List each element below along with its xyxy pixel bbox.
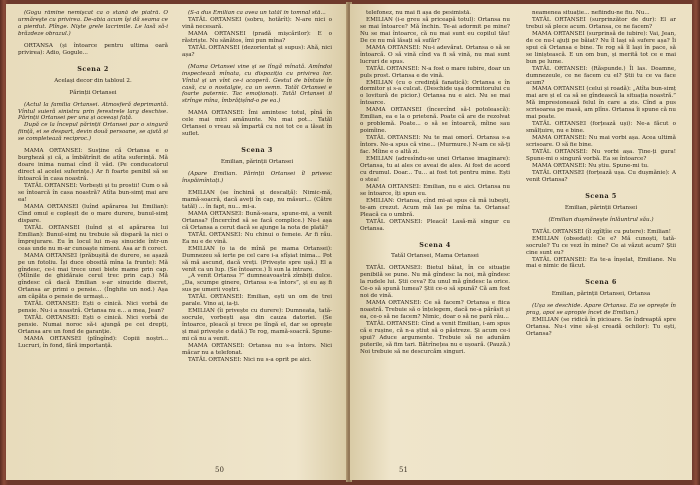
text-paragraph: Emilian, părinții Ortansei, Ortansa xyxy=(551,291,651,298)
text-paragraph: MAMA ORTANSEI (surprinsă de iubire): Vai, Jean, de ce nu-l ajuți pe băiat? Nu îl lași să sufere așa? Îi spui că Ortansa e bine. Te rog să îl lași în pace, să se liniștească. E un om bun, și merită tot ce e mai bun pe lume. xyxy=(526,30,676,65)
scene-heading: Scena 3 xyxy=(241,146,273,155)
text-paragraph: EMILIAN (i-e greu să priceapă totul): Ortansa nu se mai întoarce? Mă închin. Te-ai adormit pe mine? Nu se mai întoarce, că nu mai sunt eu copilul tău! De ce nu mă lăsați să sufăr? xyxy=(360,16,510,44)
text-paragraph: EMILIAN (se închină și descalță): Nimic-mă, mamă-soacră, dacă aveți în cap, nu măsuri... (Către tatăl) ... în fapt, nu... mi-a. xyxy=(182,190,332,210)
text-paragraph: Părinții Ortansei xyxy=(69,89,117,96)
text-paragraph: TATĂL ORTANSEI: Nu te mai omorî. Ortansa s-a întors. Ne-a spus că vine... (Murmure.) N-am ce să-ți fac. Mîine e o altă zi. xyxy=(360,135,510,156)
text-paragraph: (Actul la familia Ortansei. Atmosferă deprimantă. Vîntul suieră sinistru prin ferestrele larg deschise. Părinții Ortansei per una și aceeași față. xyxy=(18,101,168,122)
text-paragraph: (Emilian dușmănește înlăuntrul său.) xyxy=(548,216,654,223)
text-paragraph: TATĂL ORTANSEI: Nu vorbi așa. Ține-ți gura! Spune-mi o singură vorbă. Ea se întoarce? xyxy=(526,149,676,163)
text-paragraph: MAMA ORTANSEI: Nu mai vorbi așa. Acea ultimă scrisoare. O să fie bine. xyxy=(526,135,676,149)
text-paragraph: MAMA ORTANSEI (celui și roadă): „Atîta bun-simț mai are și el ca să se gîndească la situația noastră.” Mă impresionează felul în care a zis. Cînd a pus scrisoarea pe masă, am plîns. Ortansa îi spune că nu mai poate. xyxy=(526,86,676,121)
text-paragraph: TATĂL ORTANSEI: Nu chinui o femeie. Ar fi rău. Ea nu e de vină. xyxy=(182,231,332,245)
text-paragraph: MAMA ORTANSEI: Îmi amintesc totul, pînă în cele mai mici amănunte. Nu mai pot... Tatăl Ortansei o vreau să împartă cu noi tot ce a lăsat în suflet. xyxy=(182,110,332,138)
text-paragraph: MAMA ORTANSEI: Susține că Ortansa e o burgheză și că, a îmbătrînit de atîta suferință. Mă doare inima numai cînd îl văd. (Pe conducatorul direct al acelei suferințe.) Ar fi foarte penibil să se întoarcă în casa noastră. xyxy=(18,148,168,183)
text-paragraph: MAMA ORTANSEI (pradă mișcărilor): E o răstriște. Nu sănătos, îmi pun mîna? xyxy=(182,30,332,44)
text-paragraph: ORTANSA (și întoarce pentru ultima oară privirea): Adio, Gogule... xyxy=(18,42,168,56)
text-paragraph: (Mama Ortansei vine și se lîngă mînată. Amîndoi inspectează mînata, cu dispoziția cu privirea lor. Vîntul și un vînt ce-i acoperă. Gestul de bîntuie în casă, cu o nostalgie, ca un semn. Tatăl Ortansei e foarte paternic. Tac emoționați. Tatăl Ortansei il strînge mîna, îmbrățișînd-o pe ea.) xyxy=(182,63,332,105)
text-paragraph: TATĂL ORTANSEI: Nici nu s-a oprit pe aici. xyxy=(188,356,312,363)
left-page-column-1 xyxy=(18,10,168,462)
text-paragraph: MAMA ORTANSEI: Ortansa nu s-a întors. Nici măcar nu a telefonat. xyxy=(182,342,332,356)
right-page-column-2 xyxy=(526,10,676,462)
text-paragraph: Tatăl Ortansei, Mama Ortansei xyxy=(391,253,479,260)
text-paragraph: TATĂL ORTANSEI: N-a fost o mare iubire, doar un puls prost. Ortansa e de vină. xyxy=(360,65,510,79)
text-paragraph: EMILIAN (obsedat): Ce e? Mă cunoști, tată-socrule? Tu ce vezi în mine? Ce ai văzut acum? Știi cine sunt eu? xyxy=(526,235,676,256)
right-page xyxy=(350,4,692,480)
text-paragraph: TATĂL ORTANSEI: Pleacă! Lasă-mă singur cu Ortansa. xyxy=(360,218,510,232)
text-paragraph: MAMA ORTANSEI (încercînd să-l potolească): Emilian, ea e la o prietenă. Poate că are de rezolvat o problemă. Poate... o să se întoarcă, mîine sau poimîine. xyxy=(360,107,510,135)
right-page-column-1 xyxy=(360,10,510,462)
text-paragraph: TATĂL ORTANSEI: Bietul băiat, în ce situație penibilă se pune. Nu mă gîndesc la noi, mă gîndesc la rudele lui. Știi ceva? Eu unul mă gîndesc la orice. Ce-o să spună lumea? Știi ce-o să spună? Că am fost noi de vină. xyxy=(360,265,510,300)
text-paragraph: TATĂL ORTANSEI (luînd și el apărarea lui Emilian): Bunul-simț nu trebuie să dispară la nici o împrejurare. Eu în locul lui m-aș sinucide într-un ceas unde nu m-ar cunoaște nimeni. Asa ar fi corect. xyxy=(18,224,168,252)
text-paragraph: TATĂL ORTANSEI (forțează uși): Ne-a făcut o smălțuire, nu e bine. xyxy=(526,121,676,135)
text-paragraph: MAMA ORTANSEI (prăbușită de durere, se așază pe un fotoliu. Își duce obosită mîna la frunte): Mă gîndesc, ce-i mai trece unei biete mame prin cap. (Mîinile de ghidăraie cerul trec prin cap.) Mă gîndesc că dacă Emilian s-ar sinucide discret, Ortansa ar primi o pensie... (Înghite un nod.) Așa am căpăta o pensie de urmași... xyxy=(18,252,168,301)
text-paragraph: TATĂL ORTANSEI (surprinzător de dur): El ar trebui să plece acum. Ortansa, ce ne facem? xyxy=(526,16,676,30)
text-paragraph: EMILIAN (se ridică în picioare. Se îndreaptă spre Ortansa. Nu-i vine să-și creadă ochilor): Tu ești, Ortansa? xyxy=(526,317,676,338)
text-paragraph: EMILIAN (adresîndu-se unei Ortanse imaginare): Ortansa, tu ai ales ce aveai de ales. Ai fost de acord cu drumul. Doar... Tu... ai fost tot pentru mine. Ești o stea! xyxy=(360,156,510,183)
text-paragraph: (Gogu rămîne nemişcat ca o stană de piatră. O urmăreşte cu privirea. De-abia acum îşi dă seama ce a pierdut. Plînge. Nişte grele lacrimile. Le lasă să-i brăzdeze obrazul.) xyxy=(18,10,168,37)
text-paragraph: (Ușa se deschide. Apare Ortansa. Ea se oprește în prag, apoi se apropie încet de Emilian.) xyxy=(526,303,676,317)
left-page-column-2 xyxy=(182,10,332,462)
text-paragraph: MAMA ORTANSEI: Emilian, nu e aici. Ortansa nu se întoarce, îți spun eu. xyxy=(360,183,510,197)
text-paragraph: MAMA ORTANSEI: Nu știu. Spune-mi tu. xyxy=(532,162,649,169)
text-paragraph: MAMA ORTANSEI: Ce să facem? Ortansa e fiica noastră. Trebuie să o înțelegem, dacă ne-a părăsit și ea, ce-o să ne facem? Nimic, doar o să ne pară rău... xyxy=(360,300,510,321)
text-paragraph: TATĂL ORTANSEI: (Răspunde.) Îl las. Doamne, dumnezeule, ce ne facem cu el? Știi tu ce va face acum? xyxy=(526,65,676,86)
text-paragraph: EMILIAN: Ortansa, cînd mi-ai spus că mă iubești, te-am crezut. Acum mă las pe mîna ta. Ortansa! Pleacă ca o umbră. xyxy=(360,197,510,218)
scene-heading: Scena 5 xyxy=(585,191,617,200)
text-paragraph: „A venit Ortansa ?” dumneavoastră zîmbiți dulce. „Da, scumpe ginere, Ortansa s-a întors”, și eu aș fi sus pe umerii voștri. xyxy=(182,273,332,294)
page-number-left: 50 xyxy=(215,466,224,474)
text-paragraph: TATĂL ORTANSEI: Cînd a venit Emilian, i-am spus că e rușine, că n-a știut să o păstreze. Și acum ce-i spui? Aduce argumente. Trebuie să ne adunăm puterile, să fim tari. Bătrînețea nu e ușoară. (Pauză.) Noi trebuie să ne descurcăm singuri. xyxy=(360,321,510,355)
text-paragraph: Același decor din tabloul 2. xyxy=(54,77,132,84)
text-paragraph: TATĂL ORTANSEI (dezorientat și supus): Ahă, nici așa? xyxy=(182,44,332,58)
text-paragraph: (Apare Emilian. Părinții Ortansei îl privesc înspăimîntați.) xyxy=(182,171,332,185)
text-paragraph: Emilian, părinții Ortansei xyxy=(564,204,638,211)
text-paragraph: MAMA ORTANSEI (luînd apărarea lui Emilian): Cînd omul e copleșit de o mare durere, bunul-simț dispare. xyxy=(18,203,168,224)
text-paragraph: TATĂL ORTANSEI: Ea te-a înșelat, Emiliane. Nu mai e nimic de făcut. xyxy=(526,256,676,270)
text-paragraph: MAMA ORTANSEI (plîngînd): Copiii noștri... Lucruri, în fond, fără importanță. xyxy=(18,336,168,349)
text-paragraph: TATĂL ORTANSEI: Emilian, ești un om de trei parale. Vino ai, ia-ți. xyxy=(182,294,332,308)
text-paragraph: EMILIAN (o ia de mînă pe mama Ortansei): Dumnezeu să ierte pe cel care i-a sfîșiat inima... Pot să mă ascund, dacă vreți. (Privește spre ușă.) El a venit ca un lup. (Se întoarce.) Îi sun la intrare. xyxy=(182,245,332,273)
scene-heading: Scena 6 xyxy=(585,278,617,287)
page-number-right: 51 xyxy=(399,466,408,474)
text-paragraph: TATĂL ORTANSEI (sobru, hotărît): N-are nici o vină necesară. xyxy=(182,16,332,30)
text-paragraph: (S-a dus Emilian ca avea un tatăl în tomnal stă... xyxy=(188,10,326,16)
text-paragraph: telefonez, nu mai fi așa de pesimistă. xyxy=(366,10,472,16)
text-paragraph: TATĂL ORTANSEI: Ești o cinică. Nici vorbă de pensie. Nu-i a noastră. Ortansa nu e... a mea, Jean? xyxy=(18,301,168,315)
left-page xyxy=(6,4,348,480)
text-paragraph: TATĂL ORTANSEI: Vorbești și tu prostii! Cum o să se întoarcă în casa noastră? Atîta bun-simț mai are ea! xyxy=(18,183,168,203)
text-paragraph: TATĂL ORTANSEI (forțează ușa. Cu dușmănie): A venit Ortansa? xyxy=(526,169,676,183)
text-paragraph: TATĂL ORTANSEI (îl zgîlțîie cu putere): Emilian! xyxy=(532,228,671,235)
text-paragraph: MAMA ORTANSEI: Bună-seara, spune-mi, a venit Ortansa? (Încercînd să se facă complice.) Nu-i așa că Ortansa a cerut dacă se ajunge la nota de plată? xyxy=(182,210,332,231)
scene-heading: Scena 2 xyxy=(77,64,109,73)
text-paragraph: EMILIAN (cu o credință fanatică): Ortansa e în dormitor și s-a culcat. (Deschide ușa dormitorului cu o lovitură de picior.) Ortansa nu e aici. Nu se mai întoarce. xyxy=(360,79,510,107)
text-paragraph: După ce la începul părinții Ortansei par o singură ființă, ei se despart, devin două persoane, se ajută și se completează reciproc.) xyxy=(18,122,168,143)
text-paragraph: neamenea situație... nefiindu-ne fiu. Nu... xyxy=(532,10,650,16)
text-paragraph: MAMA ORTANSEI: Nu-i adevărat. Ortansa o să se întoarcă. O să vină cînd va fi să vină, nu mai sunt lucruri de spus. xyxy=(360,44,510,65)
text-paragraph: EMILIAN (îi privește cu durere): Dumneata, tată-socrule, vorbești așa din cauza datoriei. (Se întoarce, pleacă și trece pe lîngă el, dar se oprește și mai privește o dată.) Te rog, mamă-soacră. Spune-mi că nu a venit. xyxy=(182,308,332,343)
scene-heading: Scena 4 xyxy=(419,240,451,249)
text-paragraph: TATĂL ORTANSEI: Ești o cinică. Nici vorbă de pensie. Numai noroc să-i ajungă pe cei drepți, Ortansa are un fond de garanție. xyxy=(18,315,168,336)
text-paragraph: Emilian, părinții Ortansei xyxy=(220,159,294,166)
